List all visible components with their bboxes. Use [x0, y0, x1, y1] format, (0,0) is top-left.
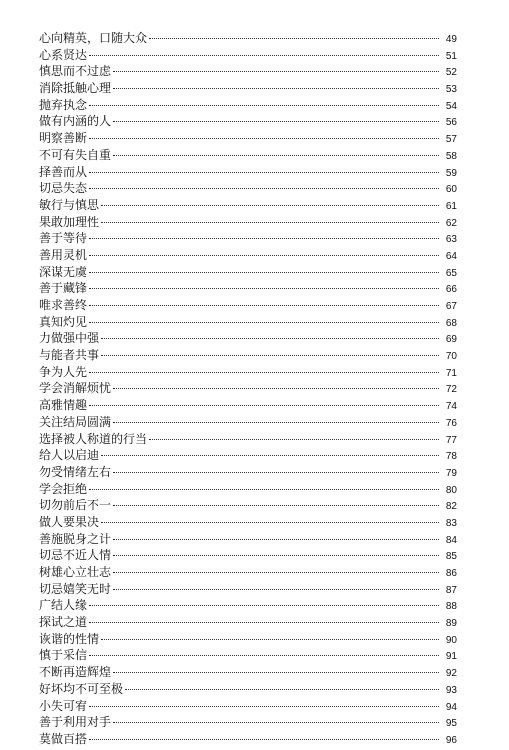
toc-entry-title: 小失可宥 — [39, 698, 88, 713]
toc-entry[interactable] — [39, 681, 457, 698]
toc-entry[interactable] — [39, 80, 457, 97]
toc-entry[interactable] — [39, 581, 457, 598]
toc-entry[interactable] — [39, 698, 457, 715]
dot-leader — [89, 238, 439, 239]
toc-entry[interactable] — [39, 631, 457, 648]
toc-entry[interactable] — [39, 714, 457, 731]
toc-entry-page-number: 96 — [445, 734, 457, 746]
toc-entry-page-number: 85 — [445, 551, 457, 563]
dot-leader — [149, 439, 439, 440]
toc-entry[interactable] — [39, 297, 457, 314]
toc-entry[interactable] — [39, 280, 457, 297]
toc-entry-page-number: 94 — [445, 701, 457, 713]
toc-entry[interactable] — [39, 531, 457, 548]
toc-entry[interactable] — [39, 547, 457, 564]
toc-entry-page-number: 65 — [445, 267, 457, 279]
toc-entry-title: 关注结局圆满 — [39, 414, 112, 429]
dot-leader — [113, 71, 439, 72]
toc-entry[interactable] — [39, 614, 457, 631]
toc-entry[interactable] — [39, 314, 457, 331]
dot-leader — [101, 205, 439, 206]
dot-leader — [89, 706, 439, 707]
toc-entry-title: 敏行与慎思 — [39, 197, 100, 212]
toc-entry-title: 切忌失态 — [39, 181, 88, 196]
toc-entry-title: 心向精英，口随大众 — [39, 31, 148, 45]
toc-entry-page-number: 86 — [445, 568, 457, 579]
toc-entry-page-number: 62 — [445, 217, 457, 229]
toc-entry-page-number: 89 — [445, 618, 457, 630]
toc-entry-title: 诙谐的性情 — [39, 631, 100, 646]
toc-entry-title: 善于等待 — [39, 231, 88, 246]
toc-entry-title: 做人要果决 — [39, 514, 100, 529]
dot-leader — [89, 322, 439, 323]
toc-entry[interactable] — [39, 130, 457, 147]
dot-leader — [113, 505, 439, 506]
dot-leader — [149, 38, 439, 39]
toc-entry-page-number: 53 — [445, 84, 457, 96]
toc-entry-page-number: 54 — [445, 100, 457, 112]
toc-entry[interactable] — [39, 214, 457, 231]
toc-entry-page-number: 90 — [445, 634, 457, 646]
dot-leader — [89, 622, 439, 623]
dot-leader — [89, 55, 439, 56]
toc-entry[interactable] — [39, 330, 457, 347]
toc-entry-page-number: 49 — [445, 34, 457, 45]
toc-entry[interactable] — [39, 147, 457, 164]
toc-entry-page-number: 70 — [445, 351, 457, 363]
dot-leader — [113, 555, 439, 556]
dot-leader — [101, 222, 439, 223]
toc-entry-page-number: 95 — [445, 718, 457, 730]
dot-leader — [89, 288, 439, 289]
toc-entry-title: 莫做百搭 — [39, 731, 88, 746]
dot-leader — [101, 522, 439, 523]
toc-entry-title: 善用灵机 — [39, 247, 88, 262]
toc-entry-page-number: 69 — [445, 334, 457, 346]
toc-entry-title: 选择被人称道的行当 — [39, 431, 148, 446]
table-of-contents — [39, 30, 457, 748]
toc-entry-title: 唯求善终 — [39, 298, 88, 312]
dot-leader — [113, 589, 439, 590]
toc-entry-title: 争为人先 — [39, 364, 88, 379]
toc-entry-title: 心系贤达 — [39, 47, 88, 62]
toc-entry[interactable] — [39, 647, 457, 664]
toc-entry-title: 切勿前后不一 — [39, 498, 112, 513]
dot-leader — [113, 121, 439, 122]
toc-entry[interactable] — [39, 664, 457, 681]
toc-entry-page-number: 56 — [445, 117, 457, 129]
toc-entry[interactable] — [39, 30, 457, 47]
toc-entry-page-number: 92 — [445, 668, 457, 680]
toc-entry-title: 做有内涵的人 — [39, 114, 112, 129]
toc-entry-title: 不可有失自重 — [39, 147, 112, 162]
toc-entry[interactable] — [39, 447, 457, 464]
toc-entry-page-number: 61 — [445, 200, 457, 212]
dot-leader — [113, 572, 439, 573]
toc-entry-title: 力做强中强 — [39, 331, 100, 346]
toc-entry-title: 真知灼见 — [39, 314, 88, 329]
toc-entry-page-number: 67 — [445, 301, 457, 312]
toc-entry-title: 与能者共事 — [39, 348, 100, 363]
toc-entry-page-number: 52 — [445, 67, 457, 79]
dot-leader — [113, 722, 439, 723]
dot-leader — [101, 338, 439, 339]
dot-leader — [89, 405, 439, 406]
dot-leader — [113, 88, 439, 89]
toc-entry-page-number: 82 — [445, 501, 457, 513]
toc-entry-page-number: 58 — [445, 150, 457, 162]
dot-leader — [125, 689, 439, 690]
toc-entry[interactable] — [39, 97, 457, 114]
toc-entry-page-number: 51 — [445, 50, 457, 62]
dot-leader — [113, 155, 439, 156]
toc-entry-title: 明察善断 — [39, 131, 88, 146]
toc-entry-page-number: 72 — [445, 384, 457, 396]
toc-entry[interactable] — [39, 564, 457, 581]
toc-entry-page-number: 74 — [445, 401, 457, 413]
dot-leader — [113, 672, 439, 673]
toc-entry[interactable] — [39, 230, 457, 247]
toc-entry-page-number: 80 — [445, 484, 457, 496]
dot-leader — [101, 455, 439, 456]
toc-entry-title: 学会消解烦忧 — [39, 381, 112, 396]
toc-entry-page-number: 78 — [445, 451, 457, 463]
toc-entry-page-number: 60 — [445, 184, 457, 196]
dot-leader — [89, 255, 439, 256]
toc-entry-title: 勿受情绪左右 — [39, 464, 112, 479]
toc-entry[interactable] — [39, 47, 457, 64]
toc-entry[interactable] — [39, 731, 457, 748]
toc-entry-title: 给人以启迪 — [39, 448, 100, 463]
toc-entry-title: 果敢加理性 — [39, 214, 100, 229]
toc-entry-page-number: 66 — [445, 284, 457, 296]
toc-entry-page-number: 87 — [445, 584, 457, 596]
dot-leader — [89, 655, 439, 656]
dot-leader — [89, 105, 439, 106]
toc-entry[interactable] — [39, 364, 457, 381]
toc-entry[interactable] — [39, 597, 457, 614]
toc-entry-title: 切忌嬉笑无时 — [39, 581, 112, 596]
toc-entry[interactable] — [39, 347, 457, 364]
toc-entry-title: 切忌不近人情 — [39, 548, 112, 563]
toc-entry-page-number: 76 — [445, 417, 457, 429]
toc-entry-title: 善施脱身之计 — [39, 531, 112, 546]
toc-entry-title: 不断再造辉煌 — [39, 665, 112, 680]
toc-entry[interactable] — [39, 464, 457, 481]
toc-entry[interactable] — [39, 63, 457, 80]
toc-entry-title: 好坏均不可至极 — [39, 681, 124, 696]
toc-entry-title: 高雅情趣 — [39, 398, 88, 413]
toc-entry-page-number: 63 — [445, 234, 457, 246]
toc-entry-page-number: 84 — [445, 534, 457, 546]
toc-entry-title: 善于利用对手 — [39, 715, 112, 730]
dot-leader — [89, 605, 439, 606]
toc-entry-page-number: 88 — [445, 601, 457, 613]
toc-entry-page-number: 77 — [445, 434, 457, 446]
toc-entry-page-number: 91 — [445, 651, 457, 663]
dot-leader — [89, 739, 439, 740]
toc-entry-title: 抛弃执念 — [39, 97, 88, 112]
toc-entry[interactable] — [39, 247, 457, 264]
toc-entry-title: 学会拒绝 — [39, 481, 88, 496]
toc-entry-page-number: 64 — [445, 250, 457, 262]
toc-entry-title: 慎思而不过虑 — [39, 64, 112, 79]
dot-leader — [89, 172, 439, 173]
toc-entry-title: 深谋无虞 — [39, 264, 88, 279]
toc-entry-page-number: 93 — [445, 684, 457, 696]
toc-entry[interactable] — [39, 497, 457, 514]
toc-entry[interactable] — [39, 164, 457, 181]
toc-entry-page-number: 83 — [445, 517, 457, 529]
toc-entry-page-number: 57 — [445, 134, 457, 146]
toc-entry[interactable] — [39, 431, 457, 448]
toc-entry-title: 择善而从 — [39, 164, 88, 179]
dot-leader — [101, 355, 439, 356]
dot-leader — [113, 539, 439, 540]
toc-entry[interactable] — [39, 397, 457, 414]
toc-entry-page-number: 79 — [445, 467, 457, 479]
toc-entry-page-number: 71 — [445, 367, 457, 379]
toc-entry[interactable] — [39, 264, 457, 281]
dot-leader — [89, 372, 439, 373]
toc-entry-title: 广结人缘 — [39, 598, 88, 613]
dot-leader — [113, 472, 439, 473]
toc-entry-page-number: 68 — [445, 317, 457, 329]
toc-entry-title: 善于藏锋 — [39, 281, 88, 296]
toc-entry-title: 探试之道 — [39, 615, 88, 630]
dot-leader — [101, 639, 439, 640]
toc-entry[interactable] — [39, 481, 457, 498]
toc-entry-title: 消除抵触心理 — [39, 81, 112, 96]
toc-entry-page-number: 59 — [445, 167, 457, 179]
dot-leader — [113, 388, 439, 389]
dot-leader — [89, 188, 439, 189]
toc-entry-title: 树雄心立壮志 — [39, 565, 112, 579]
toc-entry[interactable] — [39, 414, 457, 431]
toc-entry[interactable] — [39, 514, 457, 531]
toc-entry[interactable] — [39, 380, 457, 397]
dot-leader — [89, 489, 439, 490]
dot-leader — [113, 422, 439, 423]
toc-entry[interactable] — [39, 113, 457, 130]
toc-entry[interactable] — [39, 197, 457, 214]
dot-leader — [89, 305, 439, 306]
toc-entry[interactable] — [39, 180, 457, 197]
dot-leader — [89, 138, 439, 139]
toc-entry-title: 慎于采信 — [39, 648, 88, 663]
dot-leader — [89, 272, 439, 273]
